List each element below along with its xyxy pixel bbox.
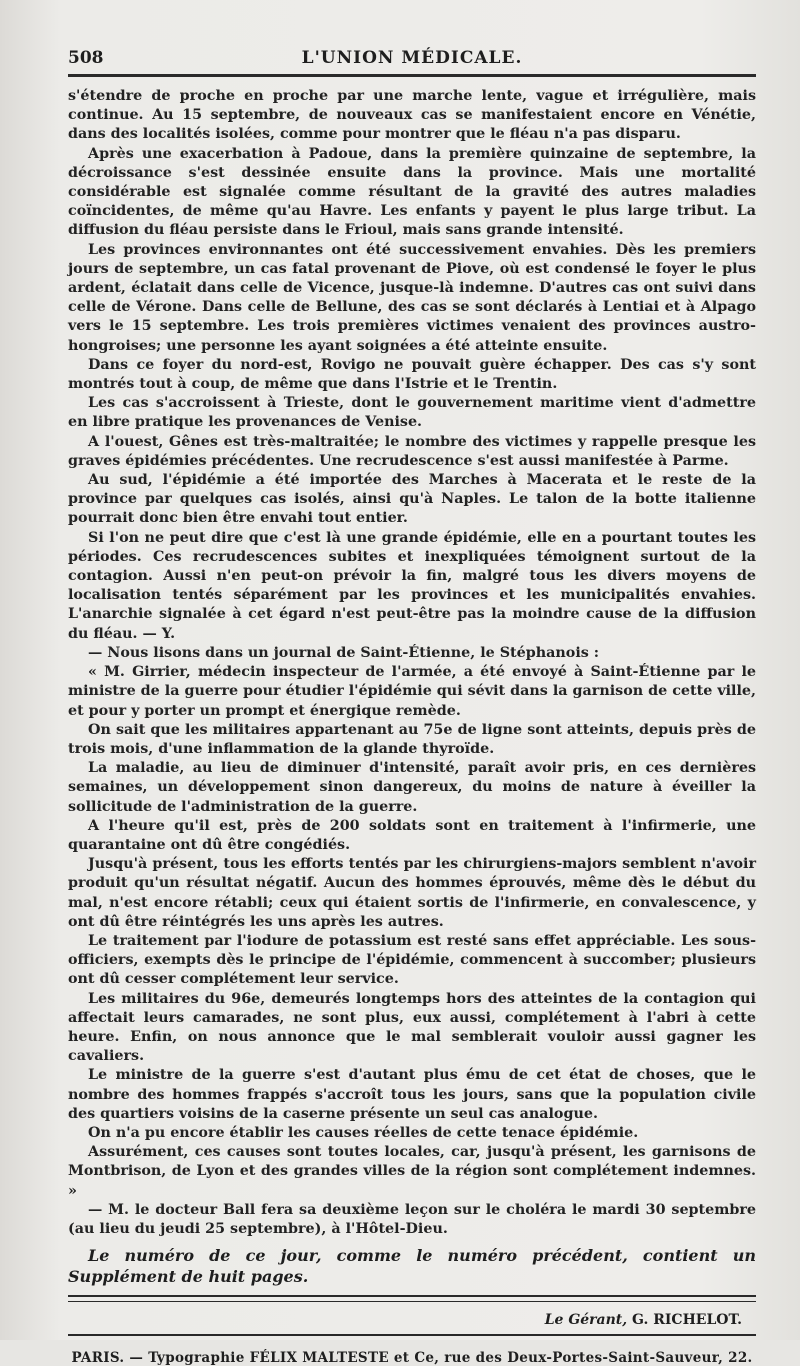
page-header <box>68 44 756 77</box>
paragraph: A l'heure qu'il est, près de 200 soldats sont en traitement à l'infirmerie, une quarantaine ont dû être congédiés. <box>68 817 756 853</box>
paragraph: Dans ce foyer du nord-est, Rovigo ne pouvait guère échapper. Des cas s'y sont montrés tout à coup, de même que dans l'Istrie et le Trentin. <box>68 356 756 393</box>
paragraph: Les provinces environnantes ont été successivement envahies. Dès les premiers jours de septembre, un cas fatal provenant de Piove, où est condensé le foyer le plus ardent, éclatait dans celle de Vicence, jusque-là indemne. D'autres cas ont suivi dans celle de Vérone. Dans celle de Bellune, des cas se sont déclarés à Lentiai et à Alpago vers le 15 septembre. Les trois premières victimes venaient des provinces austro-hongroises; une personne les ayant soignées a été atteinte ensuite. <box>68 241 756 354</box>
paragraph: Au sud, l'épidémie a été importée des Marches à Macerata et le reste de la province par quelques cas isolés, ainsi qu'à Naples. Le talon de la botte italienne pourrait donc bien être envahi tout entier. <box>68 472 756 527</box>
paragraph: La maladie, au lieu de diminuer d'intensité, paraît avoir pris, en ces dernières semaines, un développement sinon dangereux, du moins de nature à éveiller la sollicitude de l'administration de la guerre. <box>68 760 756 815</box>
paragraph: Le ministre de la guerre s'est d'autant plus ému de cet état de choses, que le nombre des hommes frappés s'accroît tous les jours, sans que la population civile des quartiers voisins de la caserne présente un seul cas analogue. <box>68 1067 756 1122</box>
divider-rule <box>68 1295 756 1297</box>
gerant-name: G. RICHELOT. <box>632 1312 742 1329</box>
gerant-signature <box>68 1312 756 1328</box>
paragraph: s'étendre de proche en proche par une marche lente, vague et irrégulière, mais continue. Au 15 septembre, de nouveaux cas se manifestaient encore en Vénétie, dans des localités isolées, comme pour montrer que le fléau n'a pas disparu. <box>68 88 756 143</box>
article-body <box>68 87 756 1239</box>
paragraph: — M. le docteur Ball fera sa deuxième leçon sur le choléra le mardi 30 septembre (au lieu du jeudi 25 septembre), à l'Hôtel-Dieu. <box>68 1201 756 1237</box>
paragraph: « M. Girrier, médecin inspecteur de l'armée, a été envoyé à Saint-Étienne par le ministre de la guerre pour étudier l'épidémie qui sévit dans la garnison de cette ville, et pour y porter un prompt et énergique remède. <box>68 664 756 719</box>
paragraph: Les cas s'accroissent à Trieste, dont le gouvernement maritime vient d'admettre en libre pratique les provenances de Venise. <box>68 395 756 431</box>
paragraph: Si l'on ne peut dire que c'est là une grande épidémie, elle en a pourtant toutes les périodes. Ces recrudescences subites et inexpliquées témoignent surtout de la contagion. Aussi n'en peut-on prévoir la fin, malgré tous les divers moyens de localisation tentés séparément par les provinces et les municipalités envahies. L'anarchie signalée à cet égard n'est peut-être pas la moindre cause de la diffusion du fléau. — Y. <box>68 529 756 642</box>
paragraph: Assurément, ces causes sont toutes locales, car, jusqu'à présent, les garnisons de Montbrison, de Lyon et des grandes villes de la région sont complétement indemnes. » <box>68 1144 756 1199</box>
paragraph: A l'ouest, Gênes est très-maltraitée; le nombre des victimes y rappelle presque les graves épidémies précédentes. Une recrudescence s'est aussi manifestée à Parme. <box>68 433 756 469</box>
supplement-notice: Le numéro de ce jour, comme le numéro précédent, contient un Supplément de huit pages. <box>68 1246 756 1287</box>
paragraph: On n'a pu encore établir les causes réelles de cette tenace épidémie. <box>88 1124 639 1141</box>
page-number: 508 <box>68 48 104 68</box>
paragraph: Jusqu'à présent, tous les efforts tentés par les chirurgiens-majors semblent n'avoir produit qu'un résultat négatif. Aucun des hommes éprouvés, même dès le début du mal, n'est encore rétabli; ceux qui étaient sortis de l'infirmerie, en convalescence, y ont dû être réintégrés les uns après les autres. <box>68 856 756 930</box>
paragraph: Après une exacerbation à Padoue, dans la première quinzaine de septembre, la décroissance s'est dessinée ensuite dans la province. Mais une mortalité considérable est signalée comme résultant de la gravité des autres maladies coïncidentes, de même qu'au Havre. Les enfants y payent le plus large tribut. La diffusion du fléau persiste dans le Frioul, mais sans grande intensité. <box>68 145 756 239</box>
paragraph: Le traitement par l'iodure de potassium est resté sans effet appréciable. Les sous-officiers, exempts dès le principe de l'épidémie, commencent à succomber; plusieurs ont dû cesser complétement leur service. <box>68 932 756 988</box>
paragraph: — Nous lisons dans un journal de Saint-Étienne, le Stéphanois : <box>88 644 600 661</box>
printer-imprint: PARIS. — Typographie FÉLIX MALTESTE et Ce, rue des Deux-Portes-Saint-Sauveur, 22. <box>71 1350 753 1366</box>
gerant-label: Le Gérant, <box>544 1312 628 1329</box>
paragraph: Les militaires du 96e, demeurés longtemps hors des atteintes de la contagion qui affectait leurs camarades, ne sont plus, eux aussi, complétement à l'abri à cette heure. Enfin, on nous annonce que le mal semblerait vouloir aussi gagner les cavaliers. <box>68 990 756 1065</box>
divider-rule <box>68 1334 756 1336</box>
paragraph: On sait que les militaires appartenant au 75e de ligne sont atteints, depuis près de trois mois, d'une inflammation de la glande thyroïde. <box>68 721 756 757</box>
divider-rule <box>68 1301 756 1302</box>
running-title: L'UNION MÉDICALE. <box>301 48 523 68</box>
